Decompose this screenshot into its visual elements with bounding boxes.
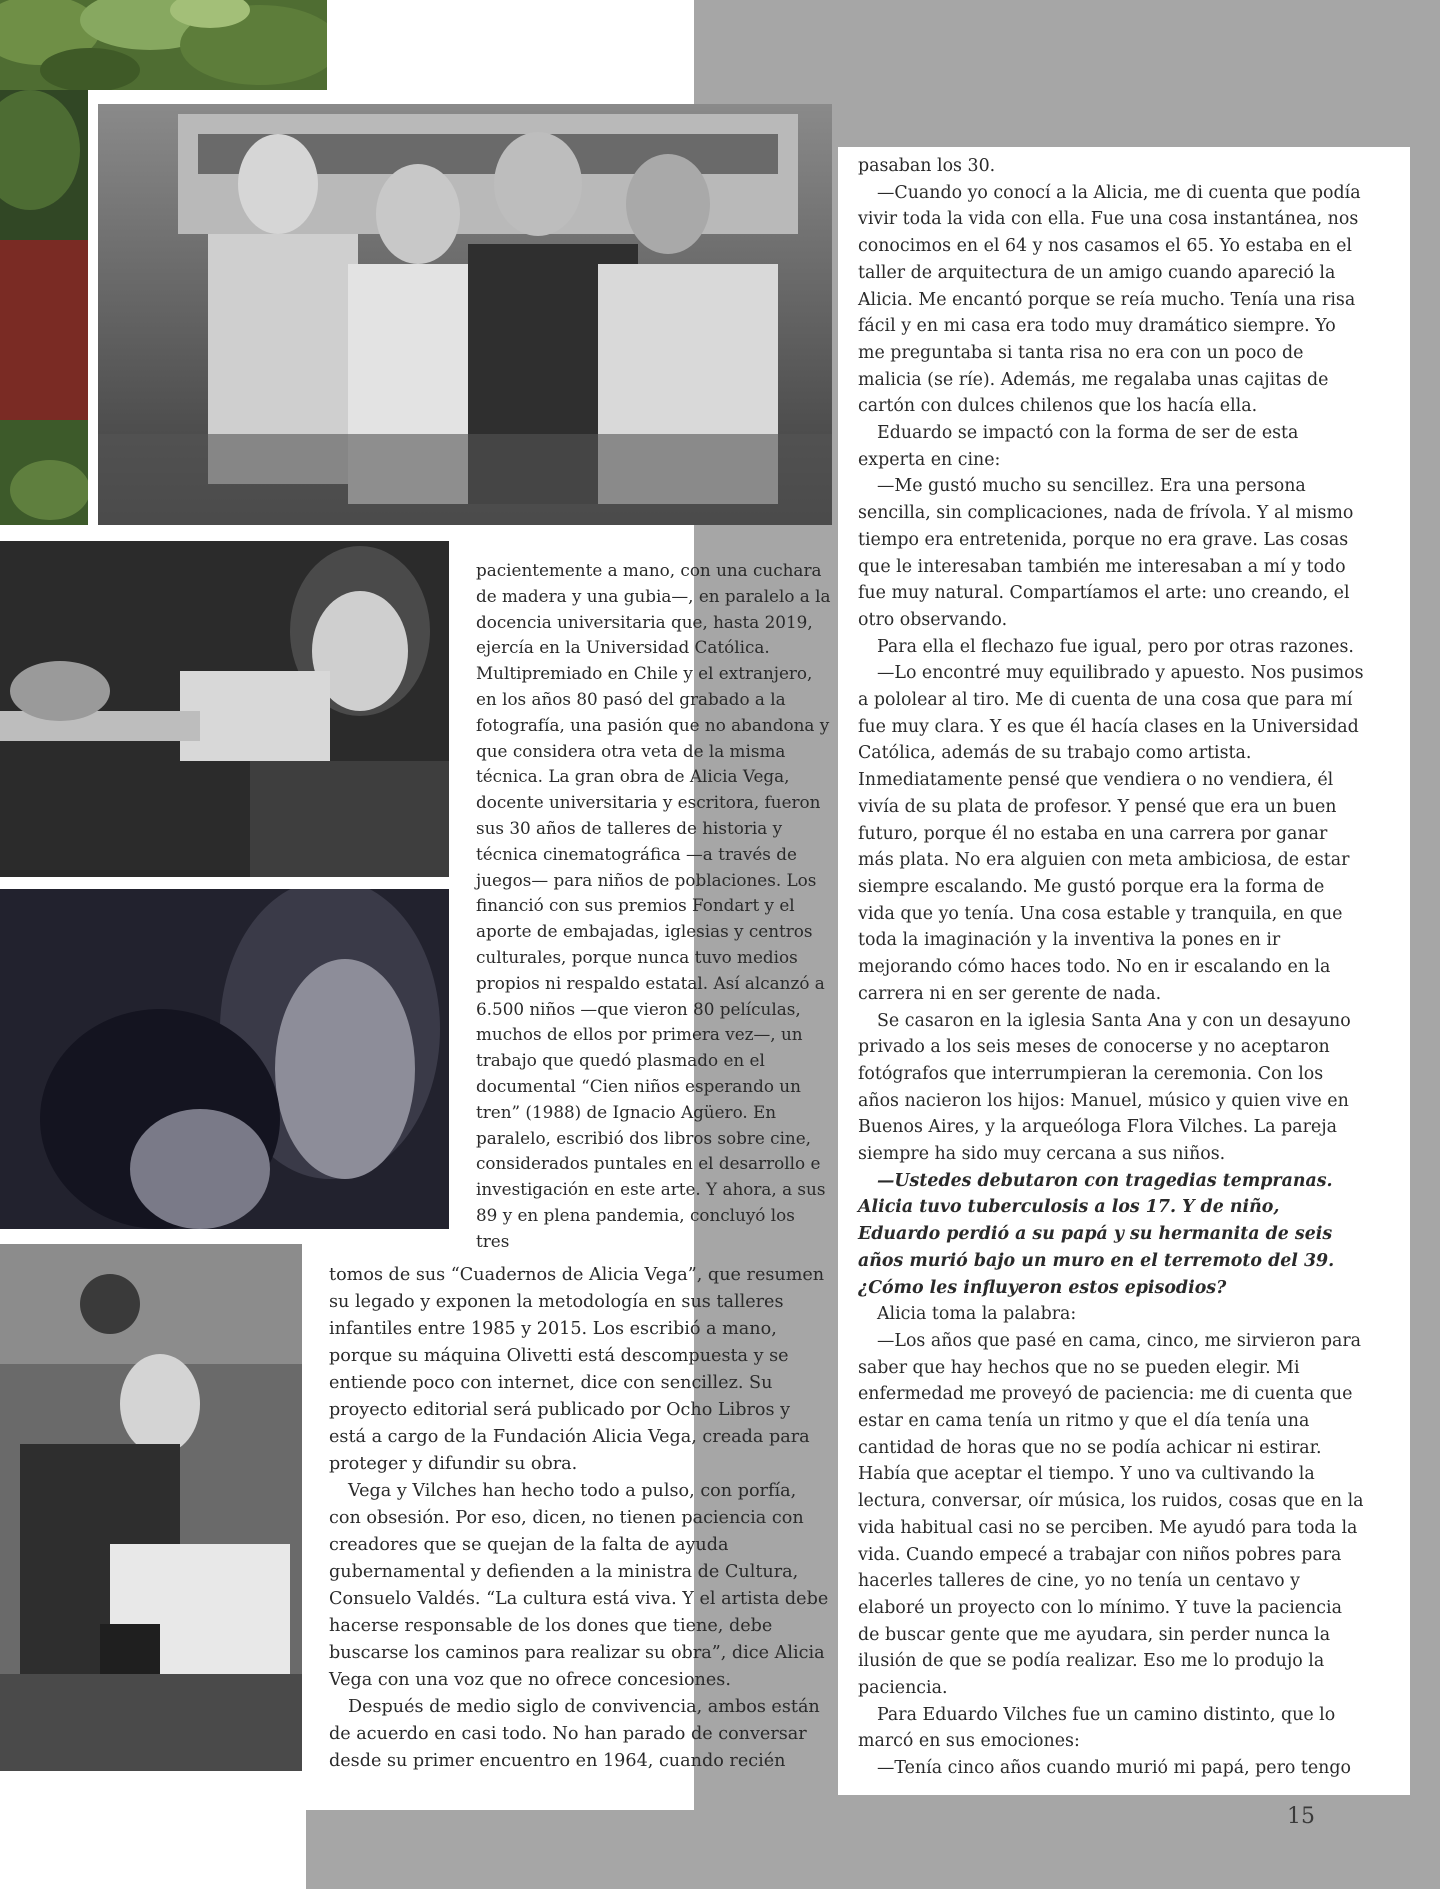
paragraph: pacientemente a mano, con una cuchara de madera y una gubia—, en paralelo a la docencia universitaria que, hasta 2019, ejercía en la Universidad Católica. Multipremiado en Chile y el extranjero, en los años 80 pasó del grabado a la fotografía, una pasión que no abandona y que considera otra veta de la misma técnica. La gran obra de Alicia Vega, docente universitaria y escritora, fueron sus 30 años de talleres de historia y técnica cinematográfica —a través de juegos— para niños de poblaciones. Los financió con sus premios Fondart y el aporte de embajadas, iglesias y centros culturales, porque nunca tuvo medios propios ni respaldo estatal. Así alcanzó a 6.500 niños —que vieron 80 películas, muchos de ellos por primera vez—, un trabajo que quedó plasmado en el documental “Cien niños esperando un tren” (1988) de Ignacio Agüero. En paralelo, escribió dos libros sobre cine, considerados puntales en el desarrollo e investigación en este arte. Y ahora, a sus 89 y en plena pandemia, concluyó los tres bbox=[476, 560, 831, 1251]
page-number: 15 bbox=[1287, 1804, 1315, 1829]
paragraph: Vega y Vilches han hecho todo a pulso, con porfía, con obsesión. Por eso, dicen, no tienen paciencia con creadores que se quejan de la falta de ayuda gubernamental y defienden a la ministra de Cultura, Consuelo Valdés. “La cultura está viva. Y el artista debe hacerse responsable de los dones que tiene, debe buscarse los caminos para realizar su obra”, dice Alicia Vega con una voz que no ofrece concesiones. bbox=[329, 1481, 829, 1690]
paragraph: tomos de sus “Cuadernos de Alicia Vega”, que resumen su legado y exponen la metodología en sus talleres infantiles entre 1985 y 2015. Los escribió a mano, porque su máquina Olivetti está descompuesta y se entiende poco con internet, dice con sencillez. Su proyecto editorial será publicado por Ocho Libros y está a cargo de la Fundación Alicia Vega, creada para proteger y difundir su obra. bbox=[329, 1265, 825, 1474]
paragraph: —Cuando yo conocí a la Alicia, me di cuenta que podía vivir toda la vida con ella. Fue una cosa instantánea, nos conocimos en el 64 y nos casamos el 65. Yo estaba en el taller de arquitectura de un amigo cuando apareció la Alicia. Me encantó porque se reía mucho. Tenía una risa fácil y en mi casa era todo muy dramático siempre. Yo me preguntaba si tanta risa no era con un poco de malicia (se ríe). Además, me regalaba unas cajitas de cartón con dulces chilenos que los hacía ella. bbox=[858, 182, 1361, 417]
garden-photo-side bbox=[0, 90, 88, 525]
paragraph: Alicia toma la palabra: bbox=[877, 1304, 1077, 1325]
article-column-right bbox=[858, 153, 1364, 1789]
paragraph: —Los años que pasé en cama, cinco, me sirvieron para saber que hay hechos que no se pueden elegir. Mi enfermedad me proveyó de paciencia: me di cuenta que estar en cama tenía un ritmo y que el día tenía una cantidad de horas que no se podía achicar ni estirar. Había que aceptar el tiempo. Y uno va cultivando la lectura, conversar, oír música, los ruidos, cosas que en la vida habitual casi no se perciben. Me ayudó para toda la vida. Cuando empecé a trabajar con niños pobres para hacerles talleres de cine, yo no tenía un centavo y elaboré un proyecto con lo mínimo. Y tuve la paciencia de buscar gente que me ayudara, sin perder nunca la ilusión de que se podía realizar. Eso me lo produjo la paciencia. bbox=[858, 1330, 1364, 1699]
article-column-left bbox=[329, 1262, 832, 1790]
group-photo bbox=[98, 104, 832, 525]
paragraph: —Me gustó mucho su sencillez. Era una persona sencilla, sin complicaciones, nada de frívola. Y al mismo tiempo era entretenida, porque no era grave. Las cosas que le interesaban también me interesaban a mí y todo fue muy natural. Compartíamos el arte: uno creando, el otro observando. bbox=[858, 476, 1354, 630]
article-column-middle bbox=[476, 558, 832, 1260]
paragraph: Para Eduardo Vilches fue un camino distinto, que lo marcó en sus emociones: bbox=[858, 1704, 1336, 1752]
gap bbox=[306, 1810, 838, 1889]
paragraph: Para ella el flechazo fue igual, pero por otras razones. bbox=[877, 636, 1354, 657]
viewer-photo bbox=[0, 541, 449, 877]
paragraph: —Tenía cinco años cuando murió mi papá, pero tengo bbox=[877, 1758, 1351, 1779]
left-bottom-panel bbox=[0, 1810, 306, 1889]
paragraph: pasaban los 30. bbox=[858, 156, 996, 176]
garden-photo bbox=[0, 0, 327, 90]
couple-photo bbox=[0, 889, 449, 1229]
paragraph: Eduardo se impactó con la forma de ser de esta experta en cine: bbox=[858, 423, 1299, 470]
printmaking-photo bbox=[0, 1244, 302, 1771]
paragraph: Después de medio siglo de convivencia, ambos están de acuerdo en casi todo. No han parado de conversar desde su primer encuentro en 1964, cuando recién bbox=[329, 1697, 820, 1771]
interview-question: —Ustedes debutaron con tragedias tempranas. Alicia tuvo tuberculosis a los 17. Y de niño, Eduardo perdió a su papá y su hermanita de seis años murió bajo un muro en el terremoto del 39. ¿Cómo les influyeron estos episodios? bbox=[858, 1170, 1335, 1298]
paragraph: —Lo encontré muy equilibrado y apuesto. Nos pusimos a pololear al tiro. Me di cuenta de una cosa que para mí fue muy clara. Y es que él hacía clases en la Universidad Católica, además de su trabajo como artista. Inmediatamente pensé que vendiera o no vendiera, él vivía de su plata de profesor. Y pensé que era un buen futuro, porque él no estaba en una carrera por ganar más plata. No era alguien con meta ambiciosa, de estar siempre escalando. Me gustó porque era la forma de vida que yo tenía. Una cosa estable y tranquila, en que toda la imaginación y la inventiva la pones en ir mejorando cómo haces todo. No en ir escalando en la carrera ni en ser gerente de nada. bbox=[858, 663, 1364, 1004]
paragraph: Se casaron en la iglesia Santa Ana y con un desayuno privado a los seis meses de conocerse y no aceptaron fotógrafos que interrumpieran la ceremonia. Con los años nacieron los hijos: Manuel, músico y quien vive en Buenos Aires, y la arqueóloga Flora Vilches. La pareja siempre ha sido muy cercana a sus niños. bbox=[858, 1010, 1351, 1165]
